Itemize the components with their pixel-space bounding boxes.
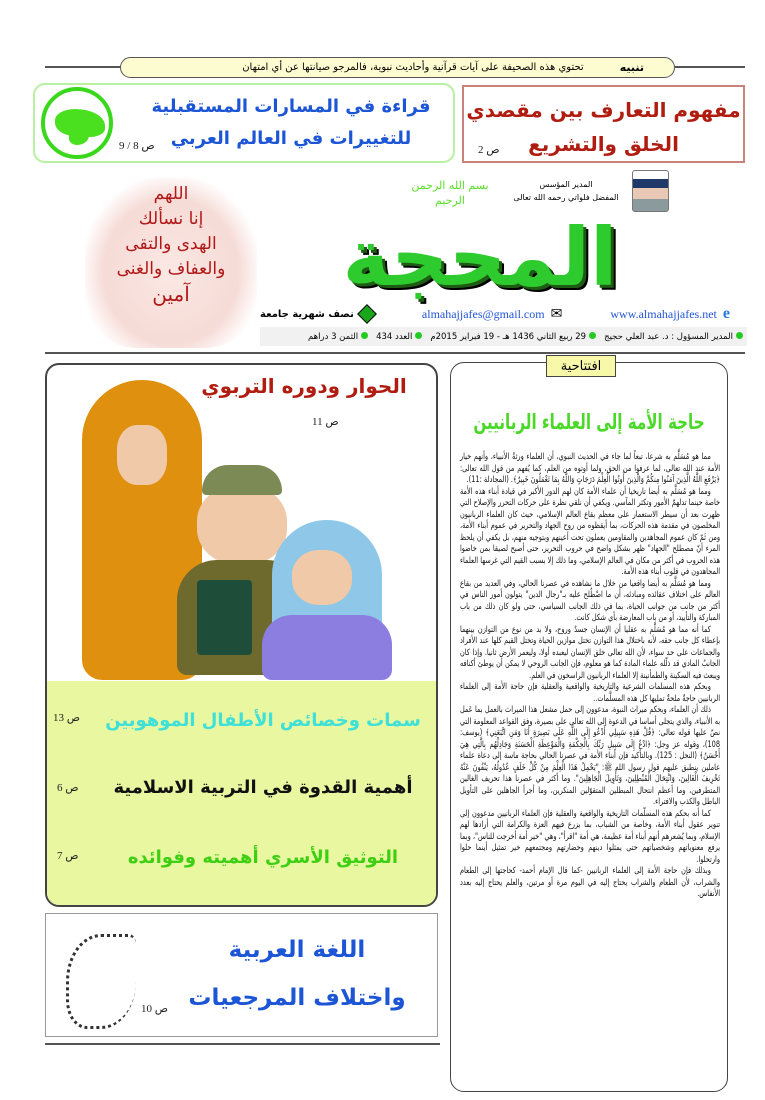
editorial-body xyxy=(460,452,720,901)
page-ref: ص 13 xyxy=(53,712,81,724)
diamond-icon xyxy=(357,304,377,324)
feature-item-title[interactable]: التوثيق الأسري أهميته وفوائده xyxy=(127,847,399,868)
prayer-line: اللهم xyxy=(153,184,189,204)
email-link[interactable]: almahajjafes@gmail.com xyxy=(421,306,545,321)
founder-label: المدير المؤسس xyxy=(539,180,593,189)
notice-label: تنبيه xyxy=(619,61,644,74)
paragraph: ومما هو مُسَلَّم به أيضا واقعيا من خلال ما نشاهده في عصرنا الحالي، وفي العديد من بقاع العالم على اختلاف عقائده ومبادئه، أن ما اصْطُلح عليه بـ"رجال الدين" يتولون أمور الناس في أكثر من جانب من جوانب الحياة، بما في ذلك الجانب السياسي، حتى ولو كان ذلك من باب المباركة والتأييد، أو من باب المعارضة بأي شكل كانت. xyxy=(459,578,721,623)
page-ref: ص 6 xyxy=(57,782,79,794)
issue-number: العدد 434 xyxy=(376,331,413,342)
page-ref: ص 8 / 9 xyxy=(119,140,155,152)
section-tag: افتتاحية xyxy=(546,355,616,377)
prayer-line: والعفاف والغنى xyxy=(116,259,226,279)
prayer-line: آمين xyxy=(152,282,190,306)
notice-banner xyxy=(120,57,675,78)
basmala-calligraphy: بسم الله الرحمن الرحيم xyxy=(411,179,489,207)
paragraph: وبذلك فإن حاجة الأمة إلى العلماء الربانيين -كما قال الإمام أحمد- كحاجتها إلى الطعام والشراب، لأن الطعام والشراب يحتاج إليه في اليوم مرة أو مرتين، والعلم يحتاج إليه بعدد الأنفاس. xyxy=(459,866,721,899)
left-column-box xyxy=(45,363,438,907)
calligraphy-image xyxy=(66,934,136,1029)
feature-title-line2: للتغييرات في العالم العربي xyxy=(170,128,412,149)
feature-box-creation-law[interactable] xyxy=(462,85,745,163)
arab-world-map-icon xyxy=(41,87,113,159)
prayer-line: الهدى والتقى xyxy=(125,234,217,254)
feature-title-line2: واختلاف المرجعيات xyxy=(188,985,406,1011)
founder-caption xyxy=(505,178,627,204)
divider xyxy=(675,66,745,68)
website-link[interactable]: www.almahajjafes.net xyxy=(610,306,717,321)
director: المدير المسؤول : د. عبد العلي حجيج xyxy=(604,331,733,342)
founder-name: المفضل فلواتي رحمه الله تعالى xyxy=(513,193,619,202)
paragraph: وبحكم هذه المسلمات الشرعية والتاريخية والواقعية والعقلية فإن حاجة الأمة إلى العلماء الربانيين حاجةٌ ملحةٌ تمليها كل هذه المسلَّمات.. xyxy=(459,682,721,704)
feature-title-line1: مفهوم التعارف بين مقصدي xyxy=(466,98,741,122)
masthead-logo: المحجة xyxy=(342,211,618,304)
paragraph: مما هو مُسَلَّم به شرعا، تبعاً لما جاء في الحديث النبوي، أن العلماء ورثةُ الأنبياء، وأنهم خيار الأمة عند الله تعالى، لما عرفوا من الحق، ولما أوتوه من العلم، كما يُفهم من قول الله تعالى: ﴿يَرْفَعِ اللَّهُ الَّذِينَ آمَنُوا مِنكُمْ وَالَّذِينَ أُوتُوا الْعِلْمَ دَرَجَاتٍ وَاللَّهُ بِمَا تَعْمَلُونَ خَبِيرٌ﴾. (المجادلة :11). xyxy=(459,452,721,485)
page-ref: ص 7 xyxy=(57,850,79,862)
paragraph: ذلك أن العلماء، وبحكم ميراث النبوة، مدعوون إلى حمل مشعل هذا الميراث بالعمل بما عَمل به الأنبياء، والذي يتجلى أساسا في الدعوة إلى الله تعالى على بصيرة، وفق القواعد المعلومة التي نصّ عليها قوله تعالى: ﴿قُلْ هَذِهِ سَبِيلِي أَدْعُو إِلَى اللَّهِ عَلَى بَصِيرَةٍ أَنَا وَمَنِ اتَّبَعَنِي﴾ (يوسف: 108)، وقوله عز وجل: ﴿ادْعُ إِلَى سَبِيلِ رَبِّكَ بِالْحِكْمَةِ وَالْمَوْعِظَةِ الْحَسَنَةِ وَجَادِلْهُم بِالَّتِي هِيَ أَحْسَنُ﴾ (النحل : 125). وبالتأكيد فإن أبناء الأمة في عصرنا الحالي بحاجة ماسة إلى دعاة علماء عاملين ينطبق عليهم قول رسول الله ﷺ: "يَحْمِلُ هَذَا الْعِلْمَ مِنْ كُلِّ خَلَفٍ عُدُولُهُ، يَنْفُونَ عَنْهُ تَحْرِيفَ الْغَالِينَ، وَانْتِحَالَ الْمُبْطِلِينَ، وَتَأْوِيلَ الْجَاهِلِينَ". وما أكثر في عصرنا هذا تحريف الغالين المتطرفين، وما أعظم انتحال المبطلين المتقوّلين المنكرين، وما أجرأ الجاهلين على التأويل الباطل والكذب والافتراء. xyxy=(459,705,721,807)
feature-title-line1: قراءة في المسارات المستقبلية xyxy=(151,96,431,117)
divider xyxy=(45,1043,440,1045)
founder-photo xyxy=(632,170,669,212)
feature-title[interactable]: الحوار ودوره التربوي xyxy=(201,374,407,398)
notice-text: تحتوي هذه الصحيفة على آيات قرآنية وأحاديث نبوية، فالمرجو صيانتها عن أي امتهان xyxy=(242,62,584,73)
browser-icon: e xyxy=(722,305,730,322)
divider xyxy=(45,352,745,354)
paragraph: ومما هو مُسَلَّم به أيضا تاريخيا أن علماء الأمة كان لهم الدور الأكبر في قيادة أبناء هذه الأمة خاصة حينما تدلهمّ الأمور وتكثر المآسي. ويكفي أن نلقي نظرة على حركات التحرر والإصلاح التي ظهرت بعد أن سيطر الاستعمار على معظم بقاع العالم الإسلامي، حيث كان العلماء الربانيون المخلصون في مقدمة هذه الحركات، بما أيقظوه من روح الجهاد والتحرير في عموم أبناء الأمة، ومن ثَمّ كان عموم المجاهدين والمقاومين يعملون تحت أعينهم وبتوجيه منهم، بل يكفي أن يلحظ المرء أنّ مصطلح "الجهاد" ظهر بشكل واضح في حروب التحرير، حتى أصبح لصيقا بمن خاضوا هذه الحروب في أكثر من مكان في العالم الإسلامي، وما ذلك إلا بسبب القيم التي غرسها العلماء المجاهدون في قلوب أبناء هذه الأمة. xyxy=(459,486,721,577)
prayer-line: إنا نسألك xyxy=(138,209,204,229)
contact-row xyxy=(260,304,730,324)
divider xyxy=(45,66,120,68)
feature-title-line2: الخلق والتشريع xyxy=(528,132,679,156)
feature-item-title[interactable]: سمات وخصائص الأطفال الموهوبين xyxy=(105,710,421,731)
paragraph: كما أنه مما هو مُسَلَّم به عقليا أن الإنسان جسدٌ وروح، ولا بد من نوع من التوازن بينهما بإعطاء كل جانب حقه، لأنه باختلال هذا التوازن تختل موازين الحياة وتختل القيم كلها عند الأفراد والجماعات على حد سواء، لأن الله تعالى خلق الإنسان ليعبده أولا، وليعمر الأرض ثانيا. وإذا كان الجانبُ المادي قد ذلّله علماء المادة كما هو معلوم، فإن الجانب الروحي لا يمكن أن يوطئ أكنافه ويبعث فيه السكينة والطمأنينة إلا العلماء الربانيون الراسخون في العلم. xyxy=(459,624,721,681)
prayer-text xyxy=(85,182,257,307)
page-ref: ص 2 xyxy=(478,144,500,156)
feature-item-title[interactable]: أهمية القدوة في التربية الاسلامية xyxy=(113,777,413,798)
frequency-label: نصف شهرية جامعة xyxy=(260,308,354,320)
feature-list xyxy=(47,681,436,905)
issue-date: 29 ربيع الثاني 1436 هـ - 19 فبراير 2015م xyxy=(430,331,587,342)
feature-title-line1: اللغة العربية xyxy=(228,937,366,963)
page-ref: ص 10 xyxy=(141,1003,169,1015)
editorial-title: حاجة الأمة إلى العلماء الربانيين xyxy=(473,410,705,434)
issue-info-bar xyxy=(260,327,747,346)
mail-icon: ✉ xyxy=(550,306,563,322)
price: الثمن 3 دراهم xyxy=(307,331,359,342)
page-ref: ص 11 xyxy=(312,416,339,428)
feature-box-arabic-language[interactable] xyxy=(45,913,438,1037)
feature-box-arab-world[interactable] xyxy=(33,83,455,163)
paragraph: كما أنه بحكم هذه المسلّمات التاريخية والواقعية والعقلية فإن العلماء الربانيين مدعوون إلى تنوير عقول أبناء الأمة، وخاصة من الشباب، بما يزرع فيهم العزة والكرامة التي أرادها لهم الإسلام، وبما يُشعرهم أنهم أبناء أمة عظيمة، هي أمة "اقرأ"، وهي "خير أمة أخرجت للناس"، وبما يرفع معنوياتهم وشخصياتهم حتى يمثلوا دينهم وحضارتهم ومجتمعهم خير تمثيل أينما حلوا وارتحلوا. xyxy=(459,808,721,865)
